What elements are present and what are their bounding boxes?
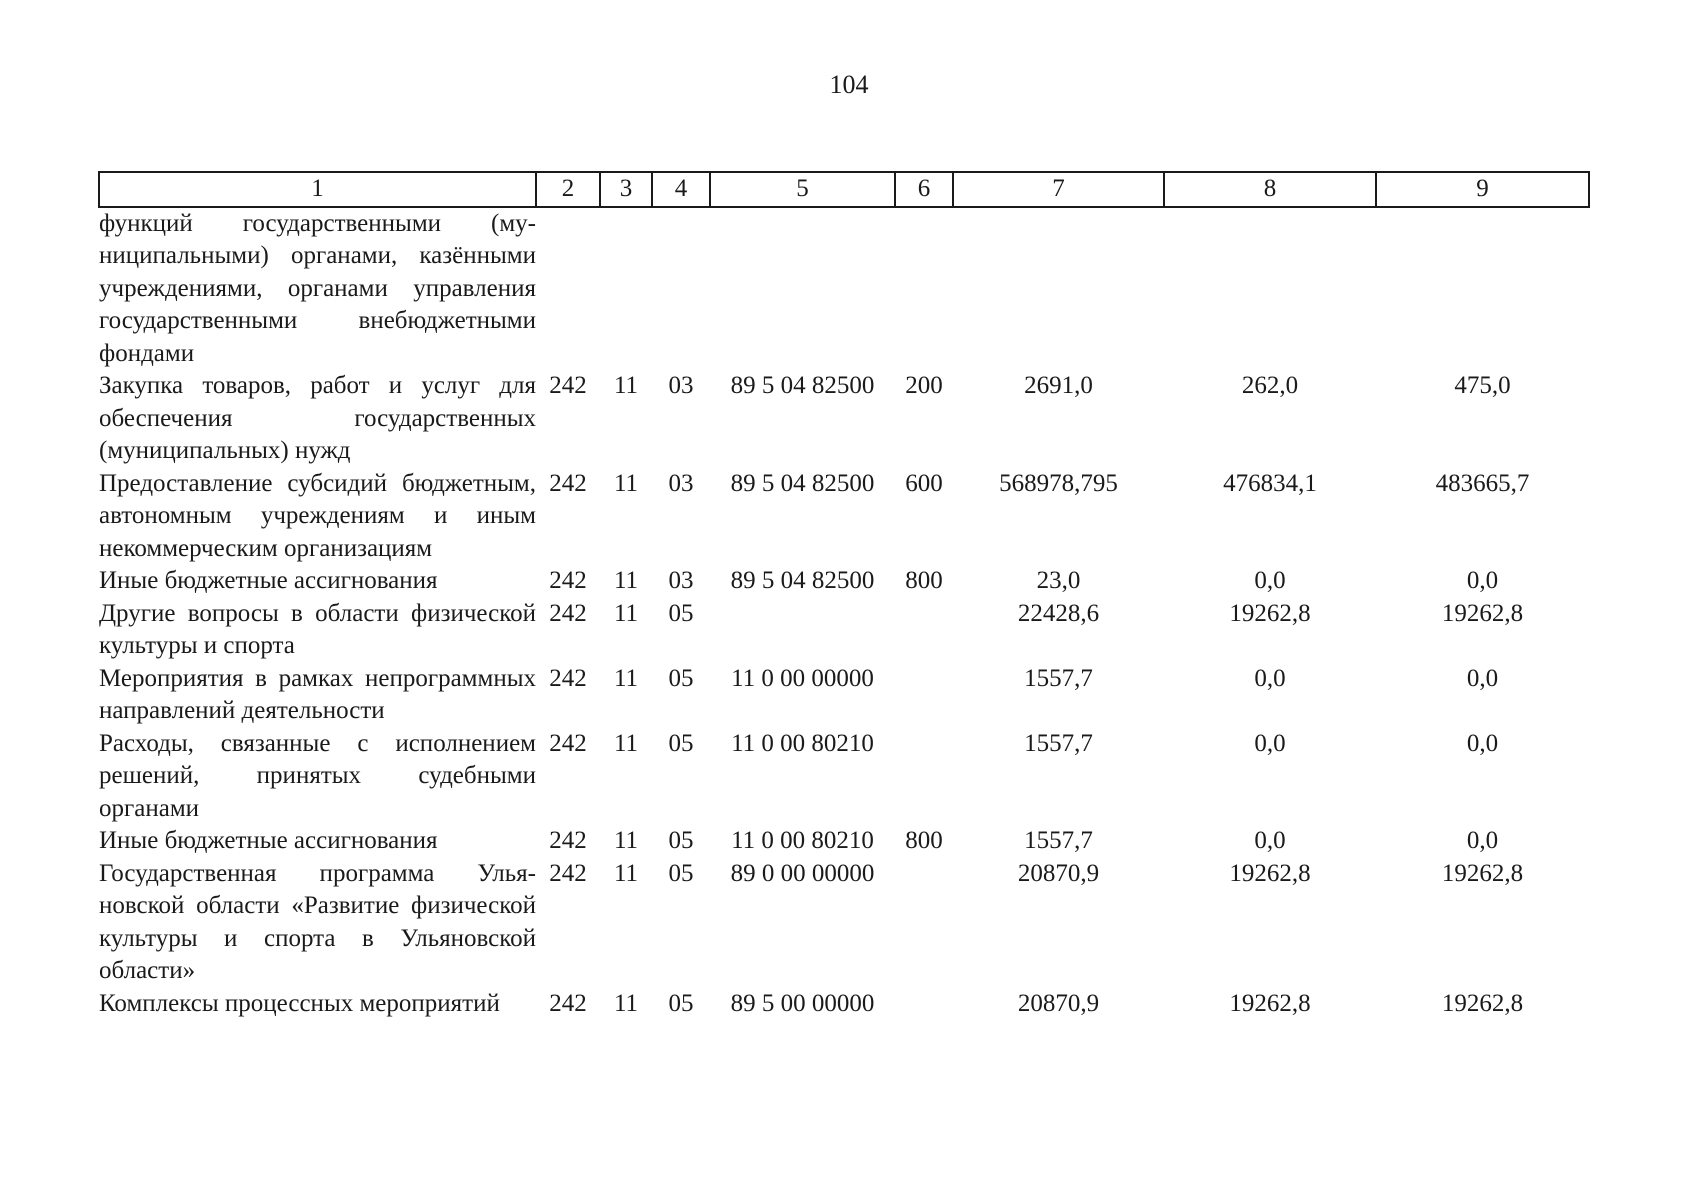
column-header: 8 (1164, 172, 1376, 207)
column-header: 4 (652, 172, 710, 207)
code-subsection: 05 (668, 827, 694, 854)
code-expense-type (895, 858, 953, 988)
code-subsection: 05 (668, 729, 694, 757)
amount-col-8: 262,0 (1241, 372, 1299, 399)
amount-col-8 (1164, 207, 1376, 371)
expense-name: Государственная программа Ульяновской области «Развитие физической культуры и спорта в Ульяновской области» (99, 859, 536, 984)
code-target-article: 89 0 00 00000 (730, 859, 875, 887)
code-ministry: 242 (549, 827, 587, 854)
expense-name: Иные бюджетные ассигнования (99, 567, 438, 594)
code-section: 11 (613, 599, 639, 627)
expense-name: Мероприятия в рамках непрограммных направлений деятельности (99, 664, 536, 724)
code-target-article (710, 207, 895, 371)
amount-col-8: 0,0 (1254, 567, 1286, 594)
code-subsection: 03 (668, 372, 694, 399)
table-header (99, 172, 1589, 207)
code-target-article: 11 0 00 80210 (731, 827, 874, 854)
code-expense-type: 800 (905, 567, 943, 594)
code-target-article: 11 0 00 80210 (731, 729, 874, 757)
amount-col-9: 0,0 (1466, 827, 1499, 854)
table-row (99, 598, 1589, 663)
amount-col-9: 0,0 (1466, 567, 1499, 594)
code-expense-type (895, 663, 953, 728)
expense-name: Закупка товаров, работ и услуг для обеспечения государственных (муниципальных) нужд (99, 372, 536, 464)
code-subsection: 03 (668, 567, 694, 594)
amount-col-9: 475,0 (1454, 372, 1511, 399)
amount-col-7: 20870,9 (1017, 989, 1100, 1017)
amount-col-9: 483665,7 (1435, 469, 1530, 497)
code-section: 11 (613, 567, 639, 594)
column-header: 5 (710, 172, 895, 207)
amount-col-7: 22428,6 (1017, 599, 1100, 627)
amount-col-8: 19262,8 (1229, 859, 1311, 887)
amount-col-7: 2691,0 (1024, 372, 1093, 399)
code-expense-type (895, 988, 953, 1021)
table-row (99, 565, 1589, 598)
code-expense-type (895, 728, 953, 826)
column-header: 7 (953, 172, 1164, 207)
amount-col-7: 1557,7 (1024, 827, 1093, 854)
code-subsection: 05 (668, 664, 694, 692)
table-row (99, 207, 1589, 371)
table-row (99, 663, 1589, 728)
amount-col-7: 1557,7 (1024, 729, 1093, 757)
code-expense-type (895, 598, 953, 663)
amount-col-9: 0,0 (1466, 664, 1499, 692)
amount-col-9: 19262,8 (1441, 859, 1524, 887)
column-header: 3 (600, 172, 652, 207)
amount-col-7 (953, 207, 1164, 371)
budget-table (98, 171, 1590, 1020)
code-ministry (536, 207, 600, 371)
code-expense-type: 200 (905, 372, 943, 399)
amount-col-8: 0,0 (1254, 729, 1286, 757)
code-ministry: 242 (549, 567, 587, 594)
table-row (99, 825, 1589, 858)
code-target-article: 89 5 00 00000 (730, 989, 875, 1017)
code-ministry: 242 (549, 989, 587, 1017)
expense-name: Другие вопросы в области физической культуры и спорта (99, 599, 536, 659)
amount-col-8: 476834,1 (1223, 469, 1317, 497)
code-section: 11 (613, 664, 639, 692)
code-section: 11 (613, 729, 639, 757)
code-section: 11 (613, 469, 639, 497)
code-expense-type: 600 (905, 469, 943, 497)
amount-col-8: 19262,8 (1229, 989, 1311, 1017)
code-ministry: 242 (549, 729, 587, 757)
table-row (99, 988, 1589, 1021)
amount-col-8: 0,0 (1254, 664, 1286, 692)
table-row (99, 370, 1589, 468)
column-header: 6 (895, 172, 953, 207)
expense-name: Комплексы процессных мероприятий (99, 989, 500, 1017)
code-section: 11 (613, 372, 639, 399)
code-expense-type: 800 (905, 827, 943, 854)
amount-col-8: 19262,8 (1229, 599, 1311, 627)
amount-col-9: 19262,8 (1441, 989, 1524, 1017)
amount-col-8: 0,0 (1254, 827, 1286, 854)
table-row (99, 468, 1589, 566)
amount-col-7: 23,0 (1036, 567, 1081, 594)
code-target-article (710, 598, 895, 663)
amount-col-7: 568978,795 (999, 469, 1118, 497)
amount-col-9: 19262,8 (1441, 599, 1524, 627)
code-subsection: 05 (668, 859, 694, 887)
code-ministry: 242 (549, 859, 587, 887)
code-expense-type (895, 207, 953, 371)
expense-name: функций государственными (муниципальными) органами, казёнными учреждениями, органами управления государственными внебюджетными фондами (99, 209, 536, 367)
header-row (99, 172, 1589, 207)
expense-name: Предоставление субсидий бюджетным, автономным учреждениям и иным некоммерческим организациям (99, 469, 536, 562)
amount-col-7: 20870,9 (1017, 859, 1100, 887)
code-section: 11 (613, 827, 639, 854)
code-target-article: 89 5 04 82500 (730, 372, 875, 399)
code-subsection: 03 (668, 469, 694, 497)
column-header: 2 (536, 172, 600, 207)
code-target-article: 11 0 00 00000 (731, 664, 874, 692)
expense-name: Расходы, связанные с исполнением решений, принятых судебными органами (99, 729, 536, 822)
code-ministry: 242 (549, 599, 587, 627)
code-subsection: 05 (668, 599, 694, 627)
table-row (99, 858, 1589, 988)
code-subsection: 05 (668, 989, 694, 1017)
code-target-article: 89 5 04 82500 (730, 567, 875, 594)
code-section (600, 207, 652, 371)
code-subsection (652, 207, 710, 371)
code-ministry: 242 (549, 372, 587, 399)
code-section: 11 (613, 989, 639, 1017)
column-header: 9 (1376, 172, 1589, 207)
table-row (99, 728, 1589, 826)
expense-name: Иные бюджетные ассигнования (99, 827, 438, 854)
table-body (99, 207, 1589, 1021)
code-target-article: 89 5 04 82500 (730, 469, 875, 497)
page-number: 104 (829, 70, 869, 99)
amount-col-9: 0,0 (1466, 729, 1499, 757)
column-header: 1 (99, 172, 536, 207)
code-ministry: 242 (549, 469, 587, 497)
amount-col-9 (1376, 207, 1589, 371)
code-section: 11 (613, 859, 639, 887)
code-ministry: 242 (549, 664, 587, 692)
amount-col-7: 1557,7 (1024, 664, 1093, 692)
